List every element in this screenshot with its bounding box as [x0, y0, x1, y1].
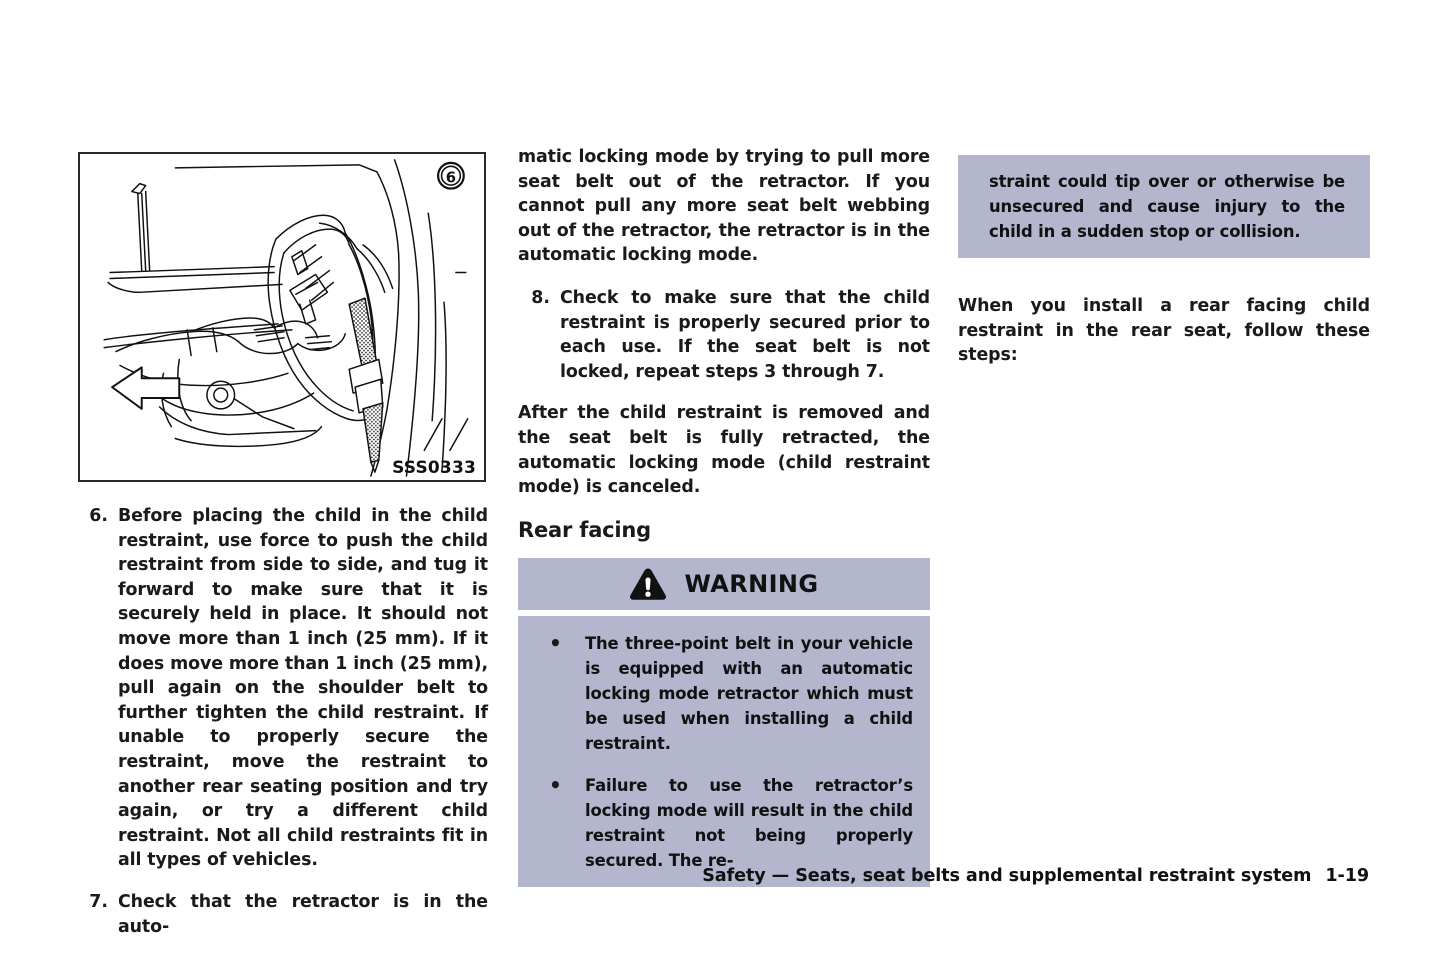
figure-step-marker: [438, 163, 464, 189]
step-number: 6.: [89, 506, 108, 526]
list-item-step-8: [518, 286, 930, 384]
warning-bullet-item: [535, 631, 913, 756]
right-column: [958, 155, 1370, 386]
middle-column: [518, 145, 930, 887]
continued-paragraph: matic locking mode by trying to pull more seat belt out of the retractor. If you cannot pull any more seat belt webbing out of the retractor, the retractor is in the automatic locking mode.: [518, 147, 930, 266]
left-column: [76, 504, 488, 956]
footer-title: Safety — Seats, seat belts and supplemental restraint system: [702, 866, 1312, 886]
warning-bullet-text: Failure to use the retractor’s locking mode will result in the child restraint not being properly secured. The re-: [585, 775, 913, 870]
list-item-step-7: [76, 890, 488, 939]
step-number: 8.: [531, 287, 550, 308]
step-text: Before placing the child in the child restraint, use force to push the child restraint from side to side, and tug it forward to make sure that it is securely held in place. It should not move more than 1 inch (25 mm). If it does move more than 1 inch (25 mm), pull again on the shoulder belt to further tighten the child restraint. If unable to properly secure the restraint, move the restraint to another rear seating position and try again, or try a different child restraint. Not all child restraints fit in all types of vehicles.: [118, 506, 488, 871]
page-footer: [0, 866, 1369, 886]
warning-body-continued: [958, 155, 1370, 258]
list-item-step-6: [76, 504, 488, 873]
bullet-icon: •: [549, 630, 562, 655]
step-number: 7.: [89, 891, 108, 912]
right-column-paragraph: When you install a rear facing child restraint in the rear seat, follow these steps:: [958, 296, 1370, 366]
warning-bullet-text: The three-point belt in your vehicle is equipped with an automatic locking mode retractor which must be used when installing a child restraint.: [585, 633, 913, 753]
warning-header-bar: [518, 558, 930, 610]
warning-bullet-item: [535, 773, 913, 873]
paragraph-after-steps: After the child restraint is removed and the seat belt is fully retracted, the automatic locking mode (child restraint mode) is canceled.: [518, 403, 930, 498]
figure-label: SSS0333: [392, 458, 476, 478]
step-text: Check that the retractor is in the auto-: [118, 891, 488, 937]
figure-illustration: [78, 152, 486, 482]
warning-body: [518, 616, 930, 887]
footer-page-number: 1-19: [1325, 866, 1369, 886]
step-text: Check to make sure that the child restraint is properly secured prior to each use. If the seat belt is not locked, repeat steps 3 through 7.: [560, 287, 930, 382]
svg-text:6: 6: [445, 169, 457, 187]
warning-triangle-icon: [629, 567, 667, 601]
child-restraint-diagram: [80, 154, 484, 480]
bullet-icon: •: [549, 772, 562, 797]
warning-continued-text: straint could tip over or otherwise be unsecured and cause injury to the child in a sudden stop or collision.: [989, 172, 1345, 241]
section-heading-rear-facing: Rear facing: [518, 517, 651, 542]
warning-title: WARNING: [684, 569, 819, 598]
